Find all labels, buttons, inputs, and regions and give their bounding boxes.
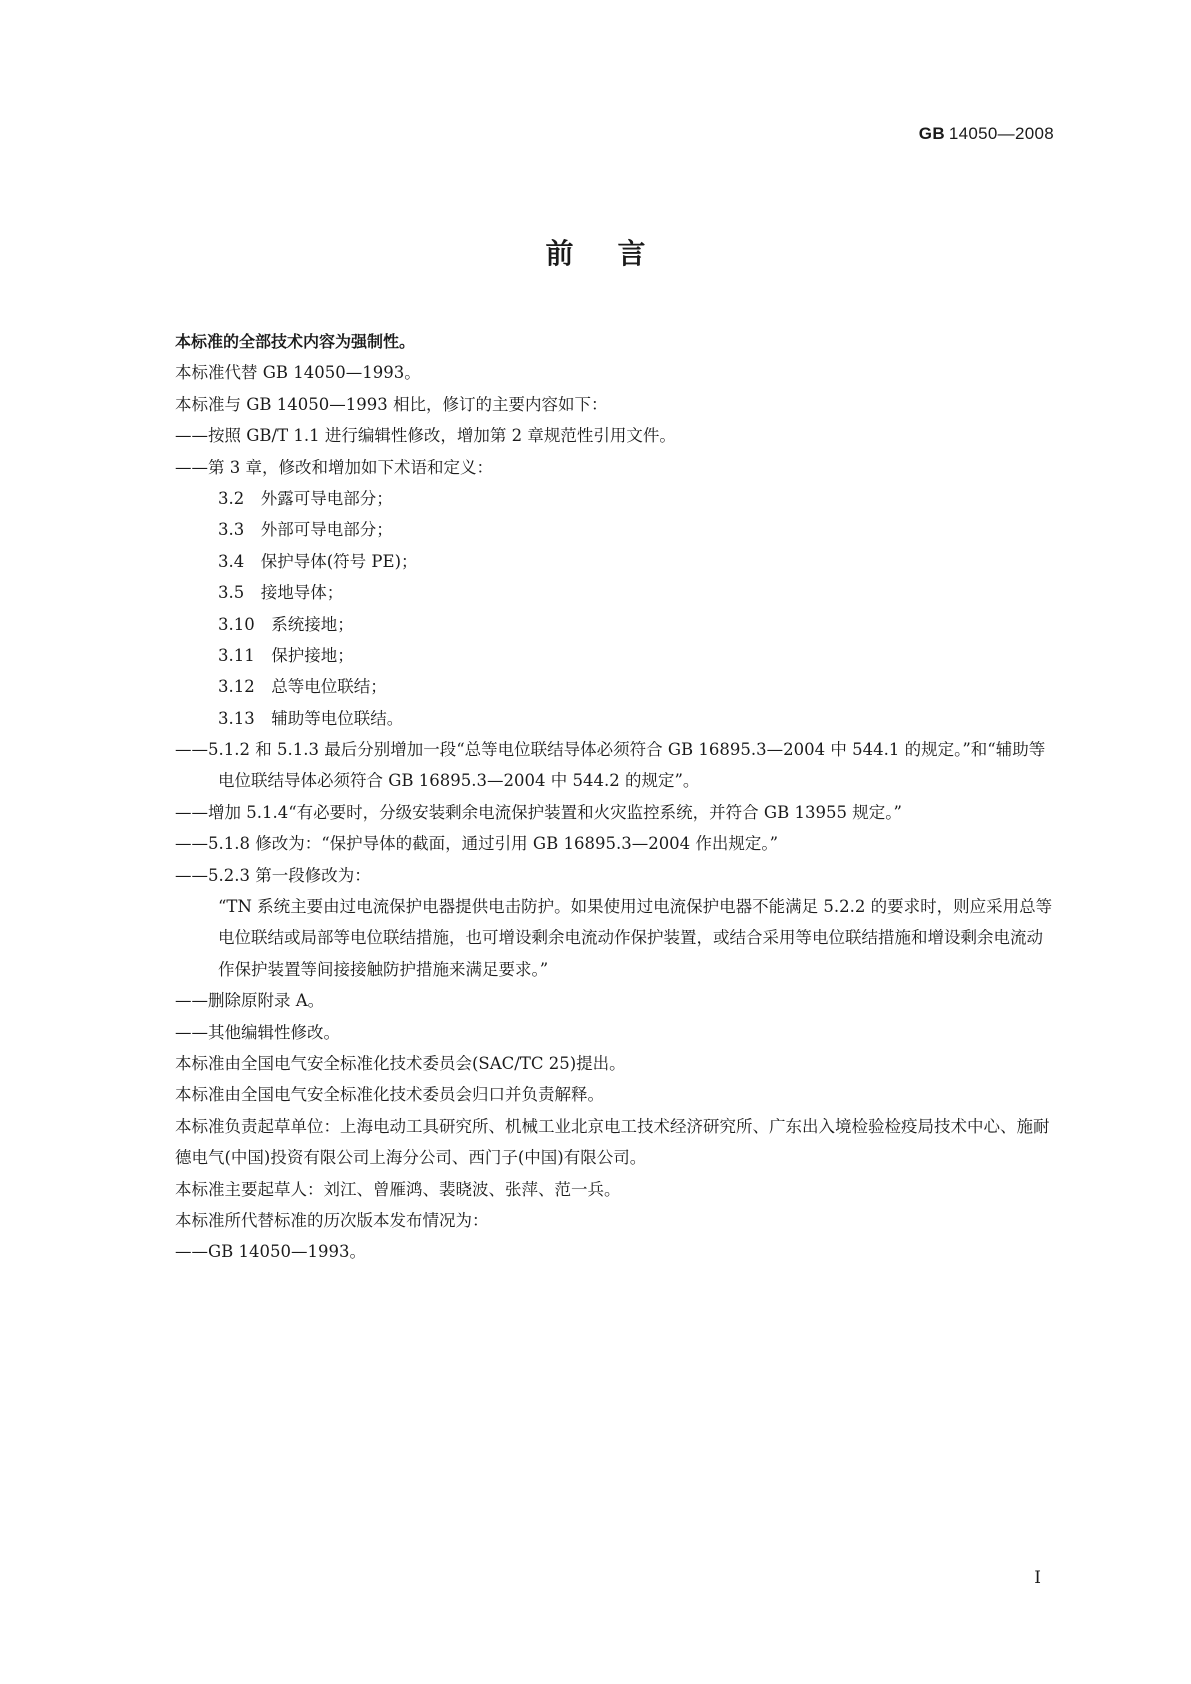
term-item: 3.3 外部可导电部分； — [218, 520, 393, 540]
quoted-paragraph: “TN 系统主要由过电流保护电器提供电击防护。如果使用过电流保护电器不能满足 5.2.2 的要求时，则应采用总等电位联结或局部等电位联结措施，也可增设剩余电流动作保护装置，或结合采用等电位联结措施和增设剩余电流动作保护装置等间接接触防护措施来满足要求。” — [218, 897, 1053, 979]
term-item: 3.13 辅助等电位联结。 — [218, 708, 404, 728]
drafting-units: 本标准负责起草单位：上海电动工具研究所、机械工业北京电工技术经济研究所、广东出入境检验检疫局技术中心、施耐德电气(中国)投资有限公司上海分公司、西门子(中国)有限公司。 — [175, 1116, 1050, 1168]
page-number: I — [1034, 1568, 1041, 1588]
term-item: 3.2 外露可导电部分； — [218, 488, 393, 508]
term-item: 3.10 系统接地； — [218, 614, 354, 634]
term-item: 3.5 接地导体； — [218, 583, 344, 603]
change-item: ——第 3 章，修改和增加如下术语和定义： — [175, 457, 493, 477]
page-title: 前言 — [545, 237, 690, 270]
proposer-statement: 本标准由全国电气安全标准化技术委员会(SAC/TC 25)提出。 — [175, 1054, 626, 1074]
standard-code-number: 14050—2008 — [948, 124, 1054, 143]
change-item: ——其他编辑性修改。 — [175, 1022, 340, 1042]
replaces-statement: 本标准代替 GB 14050—1993。 — [175, 363, 421, 383]
standard-code — [919, 124, 1054, 144]
term-item: 3.4 保护导体(符号 PE)； — [218, 551, 418, 571]
change-item: ——5.1.8 修改为：“保护导体的截面，通过引用 GB 16895.3—2004 作出规定。” — [175, 834, 779, 854]
change-item: ——增加 5.1.4“有必要时，分级安装剩余电流保护装置和火灾监控系统，并符合 GB 13955 规定。” — [175, 802, 902, 822]
history-item: ——GB 14050—1993。 — [175, 1242, 367, 1262]
history-intro: 本标准所代替标准的历次版本发布情况为： — [175, 1211, 489, 1231]
drafters: 本标准主要起草人：刘江、曾雁鸿、裴晓波、张萍、范一兵。 — [175, 1179, 621, 1199]
changes-intro: 本标准与 GB 14050—1993 相比，修订的主要内容如下： — [175, 394, 608, 414]
term-item: 3.12 总等电位联结； — [218, 677, 387, 697]
foreword-body — [175, 326, 1055, 1268]
mandatory-statement: 本标准的全部技术内容为强制性。 — [175, 332, 416, 351]
term-item: 3.11 保护接地； — [218, 645, 354, 665]
change-item: ——5.2.3 第一段修改为： — [175, 865, 371, 885]
responsibility-statement: 本标准由全国电气安全标准化技术委员会归口并负责解释。 — [175, 1085, 604, 1105]
change-item: ——删除原附录 A。 — [175, 991, 325, 1011]
standard-code-prefix: GB — [918, 124, 945, 143]
change-item: ——按照 GB/T 1.1 进行编辑性修改，增加第 2 章规范性引用文件。 — [175, 426, 676, 446]
change-item: ——5.1.2 和 5.1.3 最后分别增加一段“总等电位联结导体必须符合 GB 16895.3—2004 中 544.1 的规定。”和“辅助等电位联结导体必须符合 GB 16895.3—2004 中 544.2 的规定”。 — [175, 740, 1046, 791]
